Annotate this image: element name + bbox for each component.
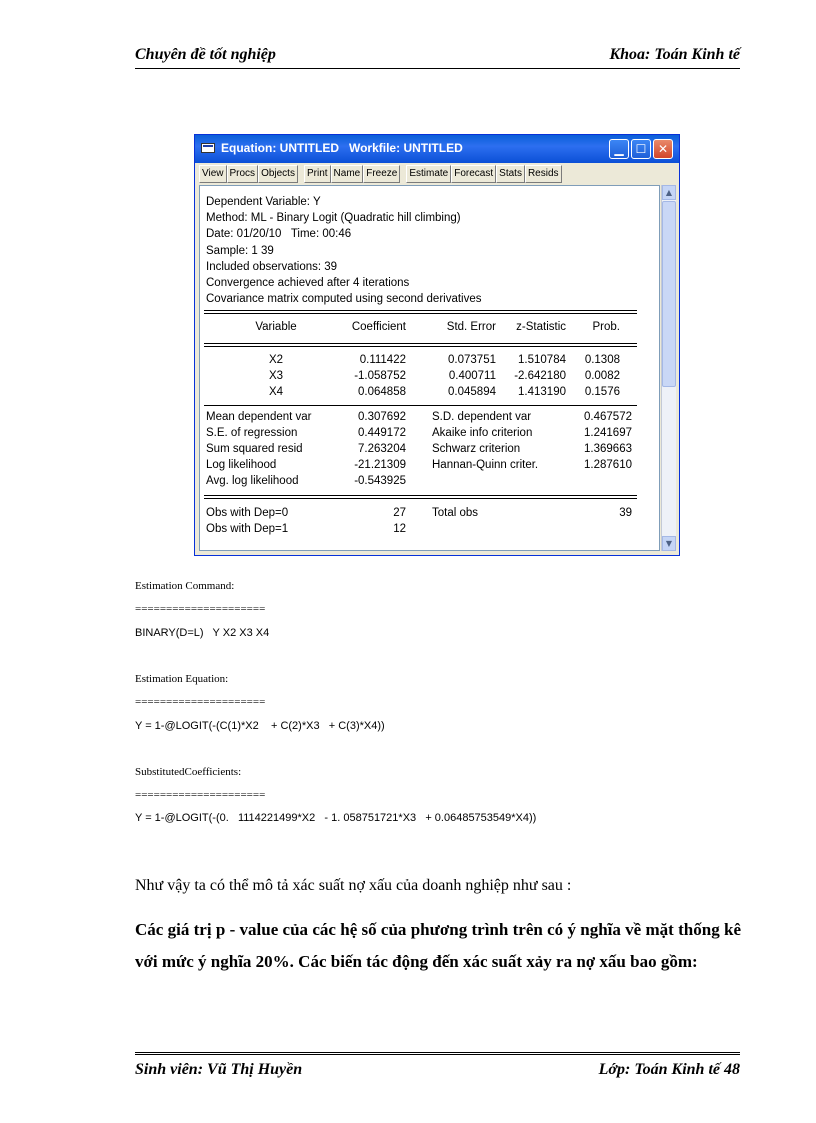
toolbar-group-1 (199, 165, 298, 183)
stat-value: 1.241697 (584, 427, 632, 439)
toolbar-freeze-button[interactable]: Freeze (363, 165, 400, 183)
stat-value: 0.307692 (358, 411, 406, 423)
stat-value: 0.449172 (358, 427, 406, 439)
stat-value: 1.287610 (584, 459, 632, 471)
estimation-command: BINARY(D=L) Y X2 X3 X4 (135, 627, 270, 639)
substituted-equation: Y = 1-@LOGIT(-(0. 1114221499*X2 - 1. 058751721*X3 + 0.06485753549*X4)) (135, 812, 537, 824)
scroll-down-icon[interactable]: ▼ (662, 536, 676, 551)
stat-label: S.D. dependent var (432, 411, 532, 423)
col-header-z-statistic: z-Statistic (516, 321, 566, 333)
row-std-error: 0.073751 (448, 354, 496, 366)
footer-right: Lớp: Toán Kinh tế 48 (598, 1061, 740, 1078)
toolbar-forecast-button[interactable]: Forecast (451, 165, 496, 183)
row-prob: 0.1576 (584, 386, 620, 398)
obs-dep1-label: Obs with Dep=1 (206, 523, 289, 535)
row-coefficient: 0.064858 (358, 386, 406, 398)
separator-line: ===================== (135, 696, 266, 708)
window-titlebar[interactable] (195, 135, 679, 163)
toolbar-stats-button[interactable]: Stats (496, 165, 525, 183)
separator-line: ===================== (135, 789, 266, 801)
stat-value: 7.263204 (358, 443, 406, 455)
equation-output (199, 185, 660, 551)
col-header-coefficient: Coefficient (351, 321, 406, 333)
stat-label: Hannan-Quinn criter. (432, 459, 539, 471)
scroll-thumb[interactable] (662, 201, 676, 387)
stat-label: Schwarz criterion (432, 443, 521, 455)
window-toolbar (199, 165, 675, 183)
stat-label: S.E. of regression (206, 427, 298, 439)
col-header-variable: Variable (255, 321, 297, 333)
col-header-prob: Prob. (592, 321, 620, 333)
row-variable: X4 (268, 386, 284, 398)
info-line: Date: 01/20/10 Time: 00:46 (206, 228, 352, 241)
row-std-error: 0.045894 (448, 386, 496, 398)
stat-value: 1.369663 (584, 443, 632, 455)
toolbar-group-3 (406, 165, 561, 183)
info-line: Covariance matrix computed using second derivatives (206, 293, 482, 306)
obs-dep1-value: 12 (393, 523, 406, 535)
toolbar-group-2 (304, 165, 400, 183)
separator-line: ===================== (135, 603, 266, 615)
row-std-error: 0.400711 (448, 370, 496, 382)
stat-value: 0.467572 (584, 411, 632, 423)
maximize-button[interactable]: ☐ (631, 139, 651, 159)
row-z-statistic: 1.510784 (518, 354, 566, 366)
close-button[interactable]: ✕ (653, 139, 673, 159)
stat-label: Akaike info criterion (432, 427, 533, 439)
row-coefficient: 0.111422 (359, 354, 406, 366)
toolbar-procs-button[interactable]: Procs (227, 165, 259, 183)
toolbar-objects-button[interactable]: Objects (258, 165, 298, 183)
stat-value: -21.21309 (354, 459, 406, 471)
info-line: Included observations: 39 (206, 260, 338, 273)
table-top-rule (204, 310, 637, 314)
toolbar-print-button[interactable]: Print (304, 165, 331, 183)
substituted-coefficients-label: SubstitutedCoefficients: (135, 766, 242, 778)
eviews-window (194, 134, 680, 556)
window-app-icon (201, 143, 215, 153)
scroll-up-icon[interactable]: ▲ (662, 185, 676, 200)
vertical-scrollbar[interactable] (661, 185, 676, 551)
obs-dep0-value: 27 (393, 507, 406, 519)
info-line: Dependent Variable: Y (206, 196, 321, 208)
obs-dep0-label: Obs with Dep=0 (206, 507, 289, 519)
toolbar-view-button[interactable]: View (199, 165, 227, 183)
stats-top-rule (204, 405, 637, 406)
estimation-command-label: Estimation Command: (135, 580, 235, 592)
total-obs-value: 39 (619, 507, 632, 519)
footer-left: Sinh viên: Vũ Thị Huyền (135, 1061, 303, 1078)
stat-label: Sum squared resid (206, 443, 303, 455)
row-prob: 0.0082 (584, 370, 620, 382)
stat-label: Mean dependent var (206, 411, 312, 423)
col-header-std-error: Std. Error (446, 321, 496, 333)
row-z-statistic: 1.413190 (518, 386, 566, 398)
header-right: Khoa: Toán Kinh tế (609, 46, 740, 63)
equation-info (206, 194, 482, 307)
stat-label: Avg. log likelihood (206, 475, 299, 487)
header-left: Chuyên đề tốt nghiệp (135, 46, 276, 63)
row-variable: X2 (268, 354, 284, 366)
stat-value: -0.543925 (354, 475, 406, 487)
toolbar-name-button[interactable]: Name (331, 165, 364, 183)
info-line: Sample: 1 39 (206, 244, 274, 257)
header-bottom-rule (204, 343, 637, 347)
row-prob: 0.1308 (584, 354, 620, 366)
estimation-equation: Y = 1-@LOGIT(-(C(1)*X2 + C(2)*X3 + C(3)*X4)) (135, 720, 385, 732)
body-paragraph-2: Các giá trị p - value của các hệ số của phương trình trên có ý nghĩa về mặt thống kê với mức ý nghĩa 20%. Các biến tác động đến xác suất xảy ra nợ xấu bao gồm: (135, 920, 741, 971)
page-footer (135, 1052, 740, 1085)
minimize-button[interactable]: ▁ (609, 139, 629, 159)
info-line: Convergence achieved after 4 iterations (206, 277, 410, 290)
stat-label: Log likelihood (206, 459, 277, 471)
window-title: Equation: UNTITLED Workfile: UNTITLED (221, 141, 463, 155)
toolbar-resids-button[interactable]: Resids (525, 165, 562, 183)
page-header (135, 44, 740, 69)
toolbar-estimate-button[interactable]: Estimate (406, 165, 451, 183)
row-z-statistic: -2.642180 (514, 370, 566, 382)
total-obs-label: Total obs (432, 507, 479, 519)
info-line: Method: ML - Binary Logit (Quadratic hill climbing) (206, 212, 461, 225)
obs-top-rule (204, 495, 637, 499)
row-variable: X3 (268, 370, 284, 382)
row-coefficient: -1.058752 (354, 370, 406, 382)
body-paragraph-1: Như vậy ta có thể mô tả xác suất nợ xấu của doanh nghiệp như sau : (135, 877, 572, 894)
estimation-equation-label: Estimation Equation: (135, 673, 229, 685)
